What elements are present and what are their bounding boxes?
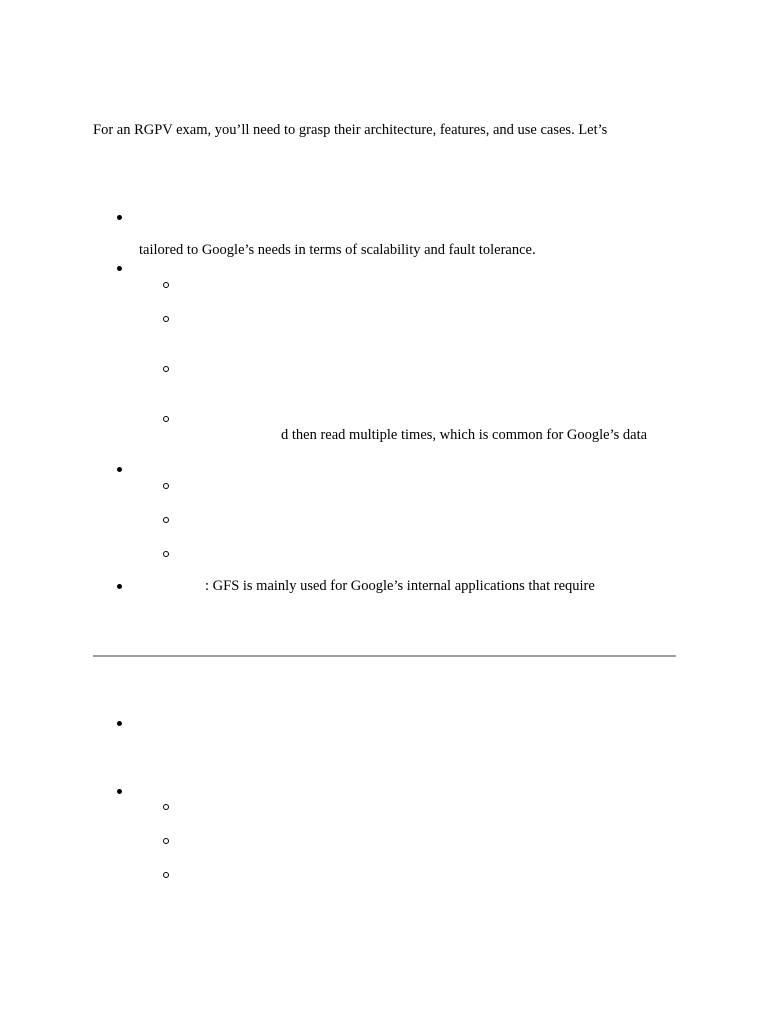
sublist-bullet bbox=[163, 483, 169, 489]
list-bullet bbox=[117, 215, 122, 220]
list-bullet bbox=[117, 266, 122, 271]
sublist-bullet bbox=[163, 872, 169, 878]
sublist-bullet bbox=[163, 551, 169, 557]
list-bullet bbox=[117, 584, 122, 589]
section-divider bbox=[93, 655, 676, 657]
sublist-bullet bbox=[163, 282, 169, 288]
sublist-bullet bbox=[163, 316, 169, 322]
sublist-bullet bbox=[163, 804, 169, 810]
sublist-bullet bbox=[163, 366, 169, 372]
list-bullet bbox=[117, 467, 122, 472]
sublist-bullet bbox=[163, 416, 169, 422]
list-bullet bbox=[117, 789, 122, 794]
features-text: d then read multiple times, which is common for Google’s data bbox=[281, 427, 648, 443]
sublist-bullet bbox=[163, 838, 169, 844]
use-cases-text: : GFS is mainly used for Google’s internal applications that require bbox=[205, 578, 595, 594]
intro-paragraph: For an RGPV exam, you’ll need to grasp their architecture, features, and use cases. Let’s bbox=[93, 122, 608, 138]
list-bullet bbox=[117, 721, 122, 726]
sublist-bullet bbox=[163, 517, 169, 523]
gfs-intro-text: tailored to Google’s needs in terms of scalability and fault tolerance. bbox=[139, 242, 536, 258]
